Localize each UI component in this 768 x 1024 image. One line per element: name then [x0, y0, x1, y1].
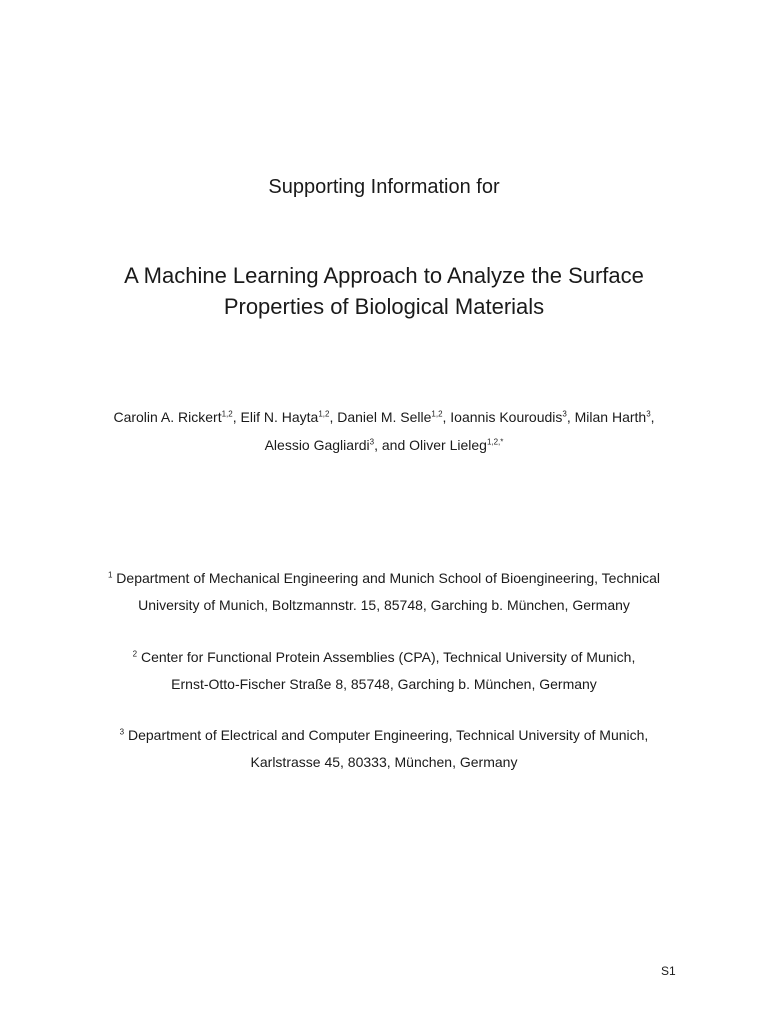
author-affiliation-sup: 1,2 [221, 409, 233, 419]
author-line-1 [0, 403, 768, 431]
title-line-1: A Machine Learning Approach to Analyze the Surface [124, 263, 644, 288]
author-name: Milan Harth [574, 409, 647, 425]
author-separator: , [232, 409, 241, 425]
affiliation-number: 3 [119, 727, 125, 737]
affiliation-number: 1 [107, 570, 113, 580]
author-name: and Oliver Lieleg [381, 437, 487, 453]
affiliation-1 [0, 565, 768, 619]
author-name: Ioannis Kouroudis [450, 409, 563, 425]
affiliation-text: Department of Electrical and Computer Engineering, Technical University of Munich, [124, 727, 649, 743]
affiliation-2 [0, 644, 768, 698]
author-affiliation-sup: 3 [562, 409, 567, 419]
author-separator: , [650, 409, 655, 425]
affiliation-line: Karlstrasse 45, 80333, München, Germany [250, 754, 518, 770]
author-separator: , [329, 409, 338, 425]
affiliation-text: Department of Mechanical Engineering and Munich School of Bioengineering, Technical [112, 570, 661, 586]
author-separator: , [374, 437, 382, 453]
author-separator: , [566, 409, 575, 425]
author-list [0, 403, 768, 459]
author-affiliation-sup: 3 [369, 437, 375, 447]
author-name: Carolin A. Rickert [113, 409, 222, 425]
affiliation-line: University of Munich, Boltzmannstr. 15, 85748, Garching b. München, Germany [138, 597, 630, 613]
author-affiliation-sup: 1,2,* [486, 437, 504, 447]
affiliation-line [0, 722, 768, 749]
author-name: Alessio Gagliardi [264, 437, 370, 453]
affiliation-3 [0, 722, 768, 776]
affiliation-line: Ernst-Otto-Fischer Straße 8, 85748, Garching b. München, Germany [171, 676, 597, 692]
paper-title [0, 260, 768, 322]
author-name: Daniel M. Selle [337, 409, 432, 425]
author-name: Elif N. Hayta [240, 409, 319, 425]
title-line-2: Properties of Biological Materials [223, 294, 545, 319]
author-affiliation-sup: 3 [646, 409, 651, 419]
author-separator: , [442, 409, 451, 425]
supporting-header: Supporting Information for [268, 176, 500, 198]
affiliation-line [0, 644, 768, 671]
page-number: S1 [661, 964, 676, 978]
author-affiliation-sup: 1,2 [318, 409, 330, 419]
affiliation-number: 2 [132, 649, 138, 659]
affiliation-text: Center for Functional Protein Assemblies (CPA), Technical University of Munich, [137, 649, 636, 665]
affiliation-line [0, 565, 768, 592]
author-line-2 [0, 431, 768, 459]
author-affiliation-sup: 1,2 [431, 409, 443, 419]
